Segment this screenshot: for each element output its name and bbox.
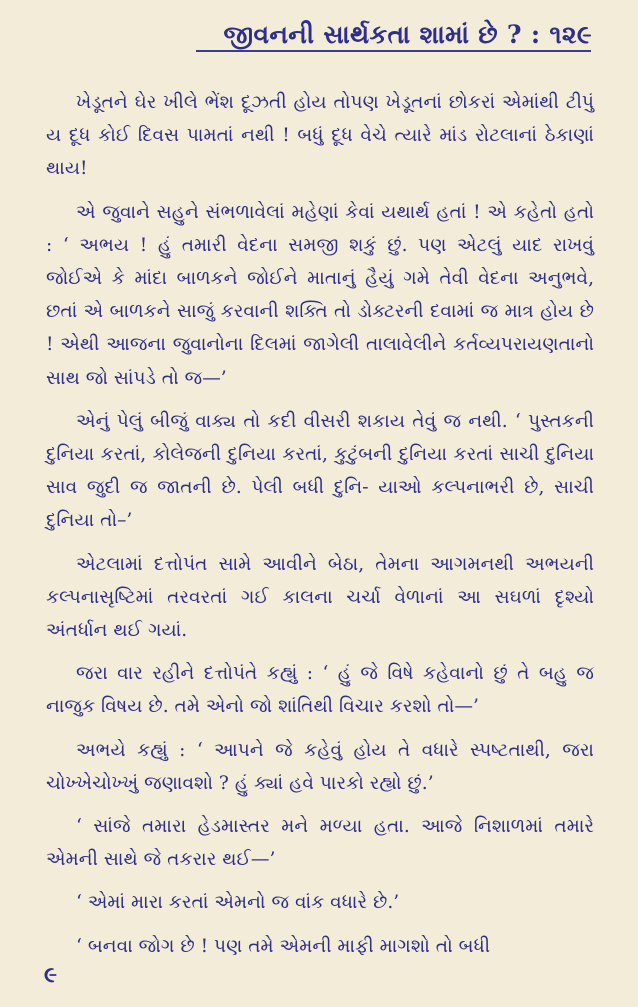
page-folio: ૯ — [44, 962, 58, 988]
paragraph: એનું પેલું બીજું વાક્ય તો કદી વીસરી શકાય તેવું જ નથી. ‘ પુસ્તકની દુનિયા કરતાં, કોલેજની દુનિયા કરતાં, કુટુંબની દુનિયા કરતાં સાચી દુનિયા સાવ જુદી જ જાતની છે. પેલી બધી દુનિ- યાઓ કલ્પનાભરી છે, સાચી દુનિયા તો–’ — [46, 410, 594, 532]
paragraph: ‘ સાંજે તમારા હેડમાસ્તર મને મળ્યા હતા. આજે નિશાળમાં તમારે એમની સાથે જે તકરાર થઈ—’ — [46, 816, 594, 871]
paragraph: ‘ બનવા જોગ છે ! પણ તમે એમની માફી માગશો તો બધી — [76, 935, 491, 957]
body-text — [46, 86, 594, 973]
running-header: જીવનની સાર્થકતા શામાં છે ? : ૧૨૯ — [223, 20, 592, 49]
paragraph: અભયે કહ્યું : ‘ આપને જે કહેવું હોય તે વધારે સ્પષ્ટતાથી, જરા ચોખ્ખેચોખ્ખું જણાવશો ? હું ક્યાં હવે પારકો રહ્યો છું.’ — [46, 739, 594, 794]
paragraph: જરા વાર રહીને દત્તોપંતે કહ્યું : ‘ હું જે વિષે કહેવાનો છું તે બહુ જ નાજુક વિષય છે. તમે એનો જો શાંતિથી વિચાર કરશો તો—’ — [46, 663, 594, 718]
header-rule — [196, 50, 591, 52]
paragraph: ખેડૂતને ઘેર ખીલે ભેંશ દૂઝતી હોય તોપણ ખેડૂતનાં છોકરાં એમાંથી ટીપું ય દૂધ કોઈ દિવસ પામતાં નથી ! બધું દૂધ વેચે ત્યારે માંડ રોટલાનાં ઠેકાણાં થાય! — [46, 92, 594, 180]
paragraph: એટલામાં દત્તોપંત સામે આવીને બેઠા, તેમના આગમનથી અભયની કલ્પનાસૃષ્ટિમાં તરવરતાં ગઈ કાલના ચર્ચા વેળાનાં આ સઘળાં દૃશ્યો અંતર્ધાન થઈ ગયાં. — [46, 553, 594, 642]
paragraph: ‘ એમાં મારા કરતાં એમનો જ વાંક વધારે છે.’ — [76, 892, 400, 914]
paragraph: એ જુવાને સહુને સંભળાવેલાં મહેણાં કેવાં યથાર્થ હતાં ! એ કહેતો હતો : ‘ અભય ! હું તમારી વેદના સમજી શકું છું. પણ એટલું યાદ રાખવું જોઈએ કે માંદા બાળકને જોઈને માતાનું હૈયું ગમે તેવી વેદના અનુભવે, છતાં એ બાળકને સાજું કરવાની શક્તિ તો ડોક્ટરની દવામાં જ માત્ર હોય છે ! એથી આજના જુવાનોના દિલમાં જાગેલી તાલાવેલીને કર્તવ્યપરાયણતાનો સાથ જો સાંપડે તો જ—’ — [46, 201, 594, 389]
